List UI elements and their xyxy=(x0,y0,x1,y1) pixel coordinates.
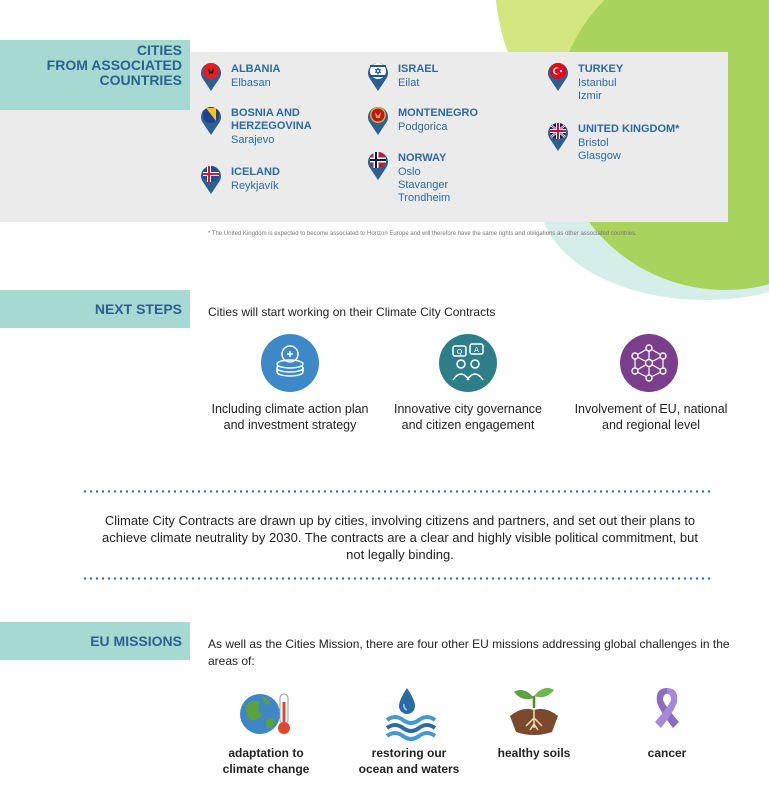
sprout-soil-icon xyxy=(504,682,564,740)
network-icon xyxy=(620,334,678,392)
city-name: Elbasan xyxy=(231,77,271,89)
uk-flag-icon xyxy=(547,120,569,152)
country-name: UNITED KINGDOM* xyxy=(578,123,680,135)
globe-thermometer-icon xyxy=(236,684,296,742)
caption-line: restoring our xyxy=(371,746,447,760)
turkey-flag-icon xyxy=(547,60,569,92)
mission-caption xyxy=(469,745,599,761)
iceland-flag-icon xyxy=(200,163,222,195)
caption-line: healthy soils xyxy=(497,746,571,760)
cities-section-title xyxy=(0,40,190,110)
city-name: Bristol xyxy=(578,137,609,149)
caption-line: cancer xyxy=(647,746,687,760)
dotted-divider xyxy=(82,577,712,580)
city-name: Reykjavík xyxy=(231,180,279,192)
israel-flag-icon xyxy=(367,60,389,92)
caption-line: ocean and waters xyxy=(358,762,460,776)
eu-missions-intro: As well as the Cities Mission, there are four other EU missions addressing global challenges in the areas of: xyxy=(208,637,730,668)
step-caption: Involvement of EU, national and regional level xyxy=(574,402,728,432)
eu-missions-title: EU MISSIONS xyxy=(0,622,190,660)
svg-text:A: A xyxy=(474,346,479,354)
city-name: Izmir xyxy=(578,90,602,102)
city-name: Sarajevo xyxy=(231,134,275,146)
awareness-ribbon-icon xyxy=(637,682,697,740)
country-name: BOSNIA AND xyxy=(231,107,300,119)
city-name: Podgorica xyxy=(398,121,448,133)
city-name: Stavanger xyxy=(398,179,449,191)
country-name: MONTENEGRO xyxy=(398,107,479,119)
country-name: TURKEY xyxy=(578,63,624,75)
title-line: COUNTRIES xyxy=(99,72,182,88)
title-line: FROM ASSOCIATED xyxy=(46,57,182,73)
city-name: Eilat xyxy=(398,77,420,89)
country-name: ISRAEL xyxy=(398,63,439,75)
country-name-line2: HERZEGOVINA xyxy=(231,120,312,132)
mission-caption xyxy=(602,745,732,761)
city-name: Trondheim xyxy=(398,192,451,204)
svg-text:Q: Q xyxy=(456,348,463,356)
water-drop-waves-icon xyxy=(381,684,441,742)
city-name: Istanbul xyxy=(578,77,617,89)
montenegro-flag-icon xyxy=(367,104,389,136)
caption-line: adaptation to xyxy=(228,746,304,760)
title-line: CITIES xyxy=(136,42,182,58)
step-caption: Innovative city governance and citizen engagement xyxy=(393,402,542,432)
next-steps-title: NEXT STEPS xyxy=(0,290,190,328)
footnote: * The United Kingdom is expected to become associated to Horizon Europe and will therefore have the same rights and obligations as other associated countries. xyxy=(208,231,637,237)
dotted-divider xyxy=(82,490,712,493)
contract-description: Climate City Contracts are drawn up by cities, involving citizens and partners, and set out their plans to achieve climate neutrality by 2030. The contracts are a clear and highly visible political commitment, but not legally binding. xyxy=(102,513,698,562)
bosnia-flag-icon xyxy=(200,104,222,136)
next-steps-intro: Cities will start working on their Climate City Contracts xyxy=(208,305,496,319)
discussion-icon xyxy=(439,334,497,392)
mission-caption xyxy=(334,745,484,777)
country-name: ICELAND xyxy=(231,166,280,178)
city-name: Glasgow xyxy=(578,150,621,162)
albania-flag-icon xyxy=(200,60,222,92)
norway-flag-icon xyxy=(367,149,389,181)
mission-caption xyxy=(201,745,331,777)
country-name: ALBANIA xyxy=(231,63,281,75)
coins-icon xyxy=(261,334,319,392)
country-name: NORWAY xyxy=(398,152,447,164)
city-name: Oslo xyxy=(398,166,421,178)
step-caption: Including climate action plan and investment strategy xyxy=(211,402,369,432)
caption-line: climate change xyxy=(222,762,310,776)
